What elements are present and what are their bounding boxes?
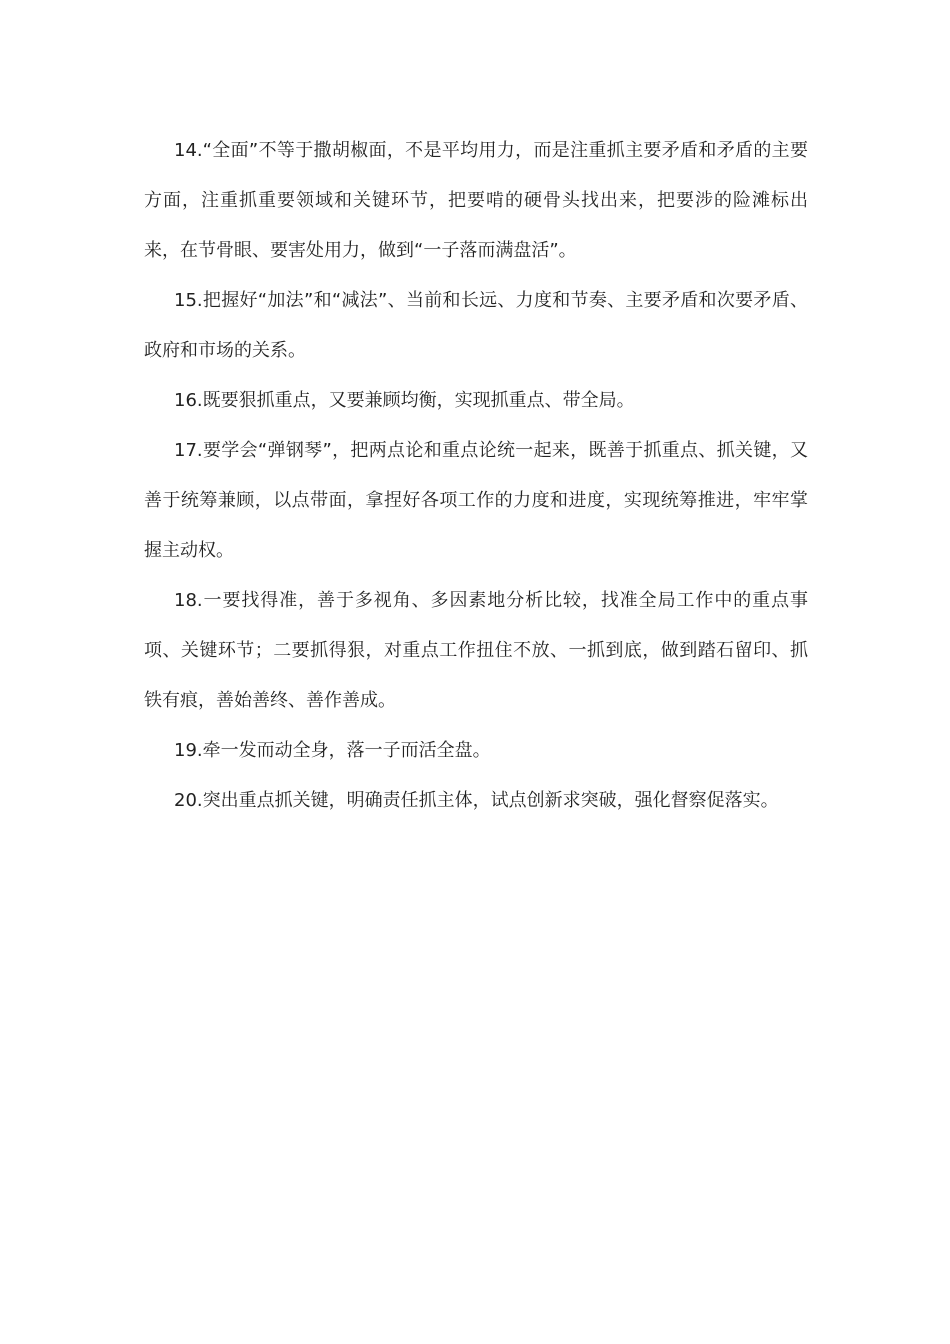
paragraph-18: 18.一要找得准，善于多视角、多因素地分析比较，找准全局工作中的重点事项、关键环节；二要抓得狠，对重点工作扭住不放、一抓到底，做到踏石留印、抓铁有痕，善始善终、善作善成。 xyxy=(144,590,808,711)
paragraph-20: 20.突出重点抓关键，明确责任抓主体，试点创新求突破，强化督察促落实。 xyxy=(174,790,779,811)
document-body xyxy=(144,126,808,826)
paragraph-19: 19.牵一发而动全身，落一子而活全盘。 xyxy=(174,740,491,761)
paragraph-14: 14.“全面”不等于撒胡椒面，不是平均用力，而是注重抓主要矛盾和矛盾的主要方面，注重抓重要领域和关键环节，把要啃的硬骨头找出来，把要涉的险滩标出来，在节骨眼、要害处用力，做到“一子落而满盘活”。 xyxy=(144,140,808,261)
paragraph-15: 15.把握好“加法”和“减法”、当前和长远、力度和节奏、主要矛盾和次要矛盾、政府和市场的关系。 xyxy=(144,290,808,361)
paragraph-17: 17.要学会“弹钢琴”，把两点论和重点论统一起来，既善于抓重点、抓关键，又善于统筹兼顾，以点带面，拿捏好各项工作的力度和进度，实现统筹推进，牢牢掌握主动权。 xyxy=(144,440,808,561)
paragraph-16: 16.既要狠抓重点，又要兼顾均衡，实现抓重点、带全局。 xyxy=(174,390,635,411)
